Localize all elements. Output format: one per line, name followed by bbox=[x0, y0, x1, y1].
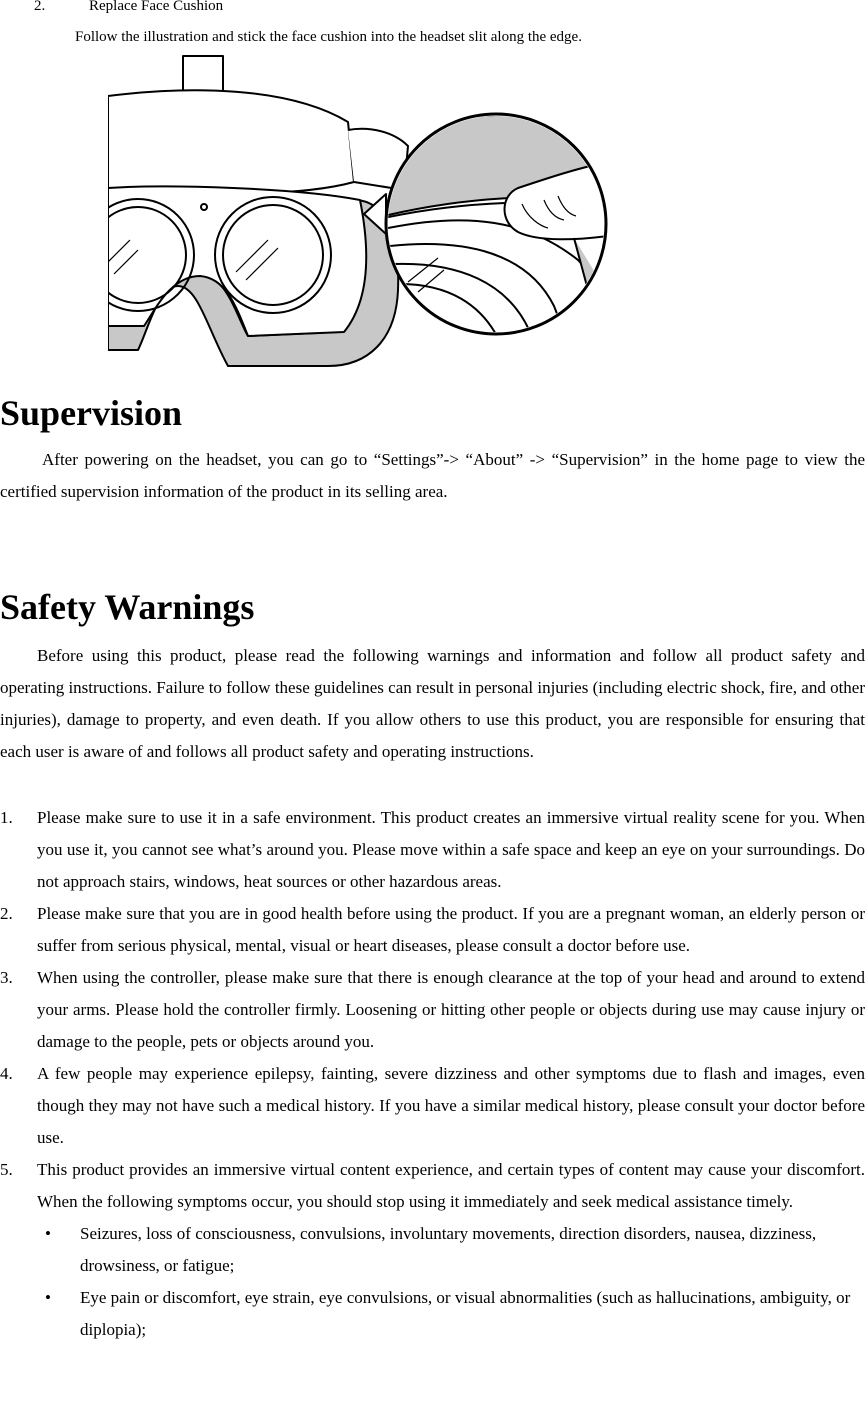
step-instruction: Follow the illustration and stick the face cushion into the headset slit along the edge. bbox=[75, 29, 582, 45]
symptom-item bbox=[37, 1218, 865, 1282]
step-number: 2. bbox=[34, 0, 46, 14]
warning-item bbox=[0, 898, 865, 962]
step-heading bbox=[34, 0, 223, 16]
supervision-text: After powering on the headset, you can go to “Settings”-> “About” -> “Supervision” in the home page to view the certified supervision information of the product in its selling area. bbox=[0, 450, 865, 501]
warning-item bbox=[0, 802, 865, 898]
warning-item bbox=[0, 962, 865, 1058]
warning-number: 2. bbox=[0, 904, 13, 923]
warning-text: When using the controller, please make sure that there is enough clearance at the top of your head and around to extend your arms. Please hold the controller firmly. Loosening or hitting other people or objects during use may cause injury or damage to the people, pets or objects around you. bbox=[37, 968, 865, 1051]
warning-text: A few people may experience epilepsy, fainting, severe dizziness and other symptoms due to flash and images, even though they may not have such a medical history. If you have a similar medical history, please consult your doctor before use. bbox=[37, 1064, 865, 1147]
warning-item bbox=[0, 1058, 865, 1154]
warning-text: Please make sure to use it in a safe environment. This product creates an immersive virtual reality scene for you. When you use it, you cannot see what’s around you. Please move within a safe space and keep an eye on your surroundings. Do not approach stairs, windows, heat sources or other hazardous areas. bbox=[37, 808, 865, 891]
warning-number: 1. bbox=[0, 808, 13, 827]
safety-intro-text: Before using this product, please read the following warnings and information and follow all product safety and operating instructions. Failure to follow these guidelines can result in personal injuries (including electric shock, fire, and other injuries), damage to property, and even death. If you allow others to use this product, you are responsible for ensuring that each user is aware of and follows all product safety and operating instructions. bbox=[0, 646, 865, 761]
face-cushion-replacement-illustration bbox=[108, 50, 618, 372]
warning-number: 5. bbox=[0, 1160, 13, 1179]
symptom-text: Eye pain or discomfort, eye strain, eye convulsions, or visual abnormalities (such as hallucinations, ambiguity, or diplopia); bbox=[80, 1288, 851, 1339]
safety-warnings-heading: Safety Warnings bbox=[0, 587, 255, 627]
supervision-heading: Supervision bbox=[0, 393, 183, 433]
bullet-icon: • bbox=[45, 1288, 51, 1307]
safety-warnings-list bbox=[0, 802, 865, 1346]
warning-number: 4. bbox=[0, 1064, 13, 1083]
warning-item bbox=[0, 1154, 865, 1346]
symptom-item bbox=[37, 1282, 865, 1346]
symptom-list bbox=[37, 1218, 865, 1346]
bullet-icon: • bbox=[45, 1224, 51, 1243]
symptom-text: Seizures, loss of consciousness, convulsions, involuntary movements, direction disorders, nausea, dizziness, drowsiness, or fatigue; bbox=[80, 1224, 817, 1275]
warning-number: 3. bbox=[0, 968, 13, 987]
warning-text: Please make sure that you are in good health before using the product. If you are a pregnant woman, an elderly person or suffer from serious physical, mental, visual or heart diseases, please consult a doctor before use. bbox=[37, 904, 865, 955]
warning-text: This product provides an immersive virtual content experience, and certain types of content may cause your discomfort. When the following symptoms occur, you should stop using it immediately and seek medical assistance timely. bbox=[37, 1160, 865, 1211]
step-title: Replace Face Cushion bbox=[89, 0, 224, 14]
